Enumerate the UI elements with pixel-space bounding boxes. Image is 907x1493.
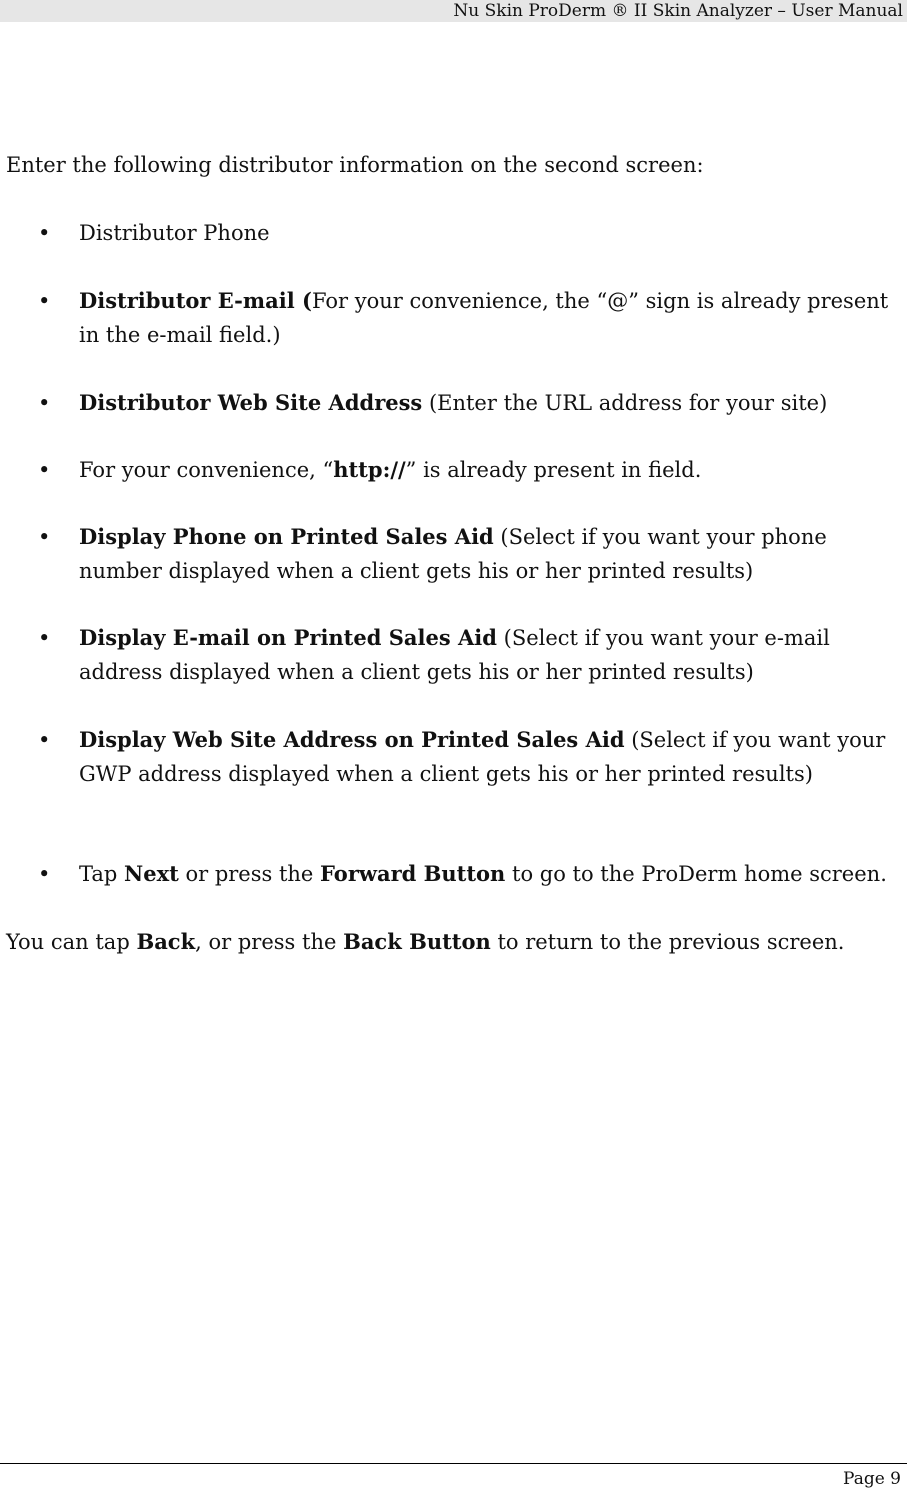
page-number: Page 9 [843,1469,901,1489]
list-item-prefix: For your convenience, “ [79,458,334,482]
next-step-post: to go to the ProDerm home screen. [505,862,887,886]
list-item-text [79,857,898,891]
list-item [38,520,898,588]
list-item [38,453,898,487]
back-label: Back [136,929,196,954]
list-item-heading: Display E-mail on Printed Sales Aid [79,625,497,650]
back-step-pre: You can tap [6,930,137,954]
bullet-icon: • [38,728,51,752]
list-item [38,284,898,352]
bullet-icon: • [38,391,51,415]
list-item-body: (Select if you want your phone number displayed when a client gets his or her printed results) [79,525,827,583]
list-item-heading: http:// [333,457,406,482]
list-item-text [79,723,898,791]
list-item-body: (Enter the URL address for your site) [422,391,828,415]
bullet-icon: • [38,525,51,549]
header-title: Nu Skin ProDerm ® II Skin Analyzer – User Manual [453,1,903,21]
back-step-mid: , or press the [195,930,344,954]
list-item-heading: Display Phone on Printed Sales Aid [79,524,494,549]
list-item-text [79,284,898,352]
page-header [0,0,907,22]
list-item-text [79,216,898,250]
list-item-next-step [38,857,898,891]
list-item-heading: Distributor Web Site Address [79,390,423,415]
bullet-icon: • [38,221,51,245]
list-item-heading: Distributor E-mail ( [79,288,312,313]
list-item [38,621,898,689]
list-item-heading: Display Web Site Address on Printed Sales Aid [79,727,625,752]
list-item-text [79,520,898,588]
next-label: Next [124,861,179,886]
forward-button-label: Forward Button [320,861,506,886]
list-item-body: (Select if you want your e-mail address displayed when a client gets his or her printed results) [79,626,830,684]
list-item [38,216,898,250]
intro-paragraph: Enter the following distributor information on the second screen: [6,153,704,177]
list-item-body: ” is already present in field. [405,458,702,482]
list-item-text [79,621,898,689]
next-step-mid: or press the [178,862,321,886]
back-paragraph [6,929,844,955]
list-item-body: For your convenience, the “@” sign is already present in the e-mail field.) [79,289,889,347]
bullet-icon: • [38,626,51,650]
list-item [38,386,898,420]
list-item [38,723,898,791]
bullet-icon: • [38,289,51,313]
next-step-pre: Tap [79,862,125,886]
back-button-label: Back Button [343,929,491,954]
bullet-icon: • [38,862,51,886]
bullet-icon: • [38,458,51,482]
footer-divider [0,1463,907,1464]
list-item-text [79,386,898,420]
list-item-body: Distributor Phone [79,221,270,245]
list-item-text [79,453,898,487]
list-item-body: (Select if you want your GWP address displayed when a client gets his or her printed results) [79,728,886,786]
back-step-post: to return to the previous screen. [490,930,845,954]
